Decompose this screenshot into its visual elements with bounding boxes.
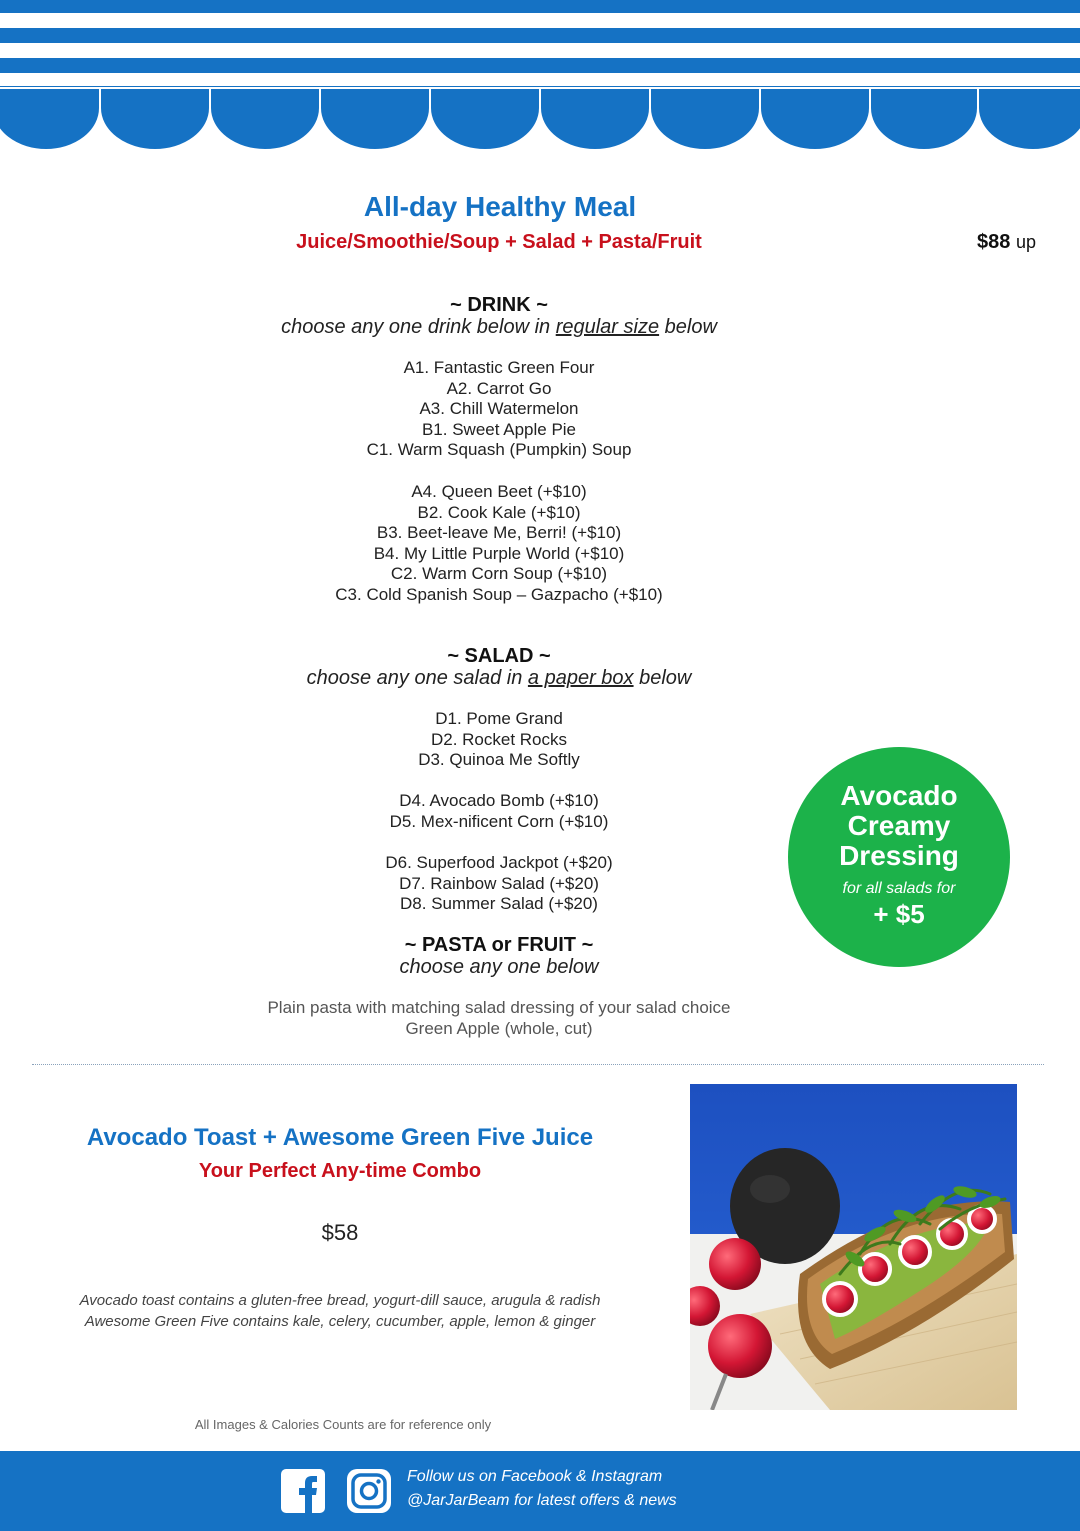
combo-price: $58 <box>321 1220 359 1245</box>
avocado-dressing-badge <box>788 747 1010 967</box>
list-item: B1. Sweet Apple Pie <box>421 419 577 439</box>
drink-note-suffix: below <box>659 316 717 338</box>
combo-title: Avocado Toast + Awesome Green Five Juice <box>86 1124 594 1151</box>
combo-desc-line: Avocado toast contains a gluten-free bread, yogurt-dill sauce, arugula & radish <box>79 1292 601 1309</box>
salad-note-prefix: choose any one salad in <box>306 667 528 689</box>
badge-title-line: Avocado <box>840 780 958 811</box>
salad-heading: ~ SALAD ~ <box>447 645 551 667</box>
list-item: A4. Queen Beet (+$10) <box>411 482 587 501</box>
disclaimer: All Images & Calories Counts are for reference only <box>194 1417 492 1432</box>
list-item: C1. Warm Squash (Pumpkin) Soup <box>366 440 632 460</box>
meal-price-value: $88 <box>977 231 1011 253</box>
badge-title-line: Creamy <box>847 810 951 841</box>
drink-note <box>0 316 998 339</box>
list-item: B4. My Little Purple World (+$10) <box>373 543 625 563</box>
follow-line: @JarJarBeam for latest offers & news <box>407 1492 677 1509</box>
pasta-note: choose any one below <box>399 956 599 978</box>
meal-price <box>977 231 1036 254</box>
list-item: B2. Cook Kale (+$10) <box>417 502 581 522</box>
footer-bar <box>0 1451 1080 1531</box>
list-item: Plain pasta with matching salad dressing of your salad choice <box>267 998 731 1017</box>
list-item: D6. Superfood Jackpot (+$20) <box>385 853 613 872</box>
pasta-heading: ~ PASTA or FRUIT ~ <box>404 934 594 956</box>
badge-title-line: Dressing <box>839 840 959 871</box>
badge-price: + $5 <box>873 899 925 929</box>
list-item: D8. Summer Salad (+$20) <box>400 894 598 914</box>
drink-heading: ~ DRINK ~ <box>450 294 548 316</box>
list-item: C2. Warm Corn Soup (+$10) <box>390 564 608 584</box>
facebook-icon[interactable] <box>279 1467 327 1515</box>
salad-note-suffix: below <box>633 667 692 689</box>
list-item: A3. Chill Watermelon <box>419 399 579 419</box>
follow-line: Follow us on Facebook & Instagram <box>407 1468 663 1485</box>
drink-section <box>0 294 998 339</box>
list-item: D3. Quinoa Me Softly <box>418 750 580 770</box>
instagram-icon[interactable] <box>345 1467 393 1515</box>
salad-note <box>0 667 998 690</box>
list-item: C3. Cold Spanish Soup – Gazpacho (+$10) <box>335 584 663 604</box>
list-item: D4. Avocado Bomb (+$10) <box>399 791 599 810</box>
dotted-divider <box>32 1064 1044 1065</box>
combo-description <box>0 1290 680 1332</box>
awning-header <box>0 0 1080 155</box>
combo-subtitle: Your Perfect Any-time Combo <box>198 1160 482 1182</box>
combo-desc-line: Awesome Green Five contains kale, celery, cucumber, apple, lemon & ginger <box>84 1313 596 1330</box>
badge-title <box>788 781 1010 871</box>
list-item: D1. Pome Grand <box>435 709 563 728</box>
list-item: D2. Rocket Rocks <box>430 729 568 749</box>
drink-note-underlined: regular size <box>555 316 660 338</box>
meal-subtitle: Juice/Smoothie/Soup + Salad + Pasta/Fruit <box>296 231 702 253</box>
list-item: Green Apple (whole, cut) <box>405 1018 593 1038</box>
drink-note-prefix: choose any one drink below in <box>281 316 556 338</box>
avocado-toast-photo <box>690 1084 1017 1410</box>
list-item: A1. Fantastic Green Four <box>403 358 595 377</box>
badge-note: for all salads for <box>842 880 956 897</box>
drink-list-regular <box>0 358 998 461</box>
salad-section <box>0 645 998 690</box>
salad-note-underlined: a paper box <box>527 667 634 689</box>
meal-title: All-day Healthy Meal <box>363 191 637 222</box>
follow-text <box>407 1465 677 1513</box>
meal-price-suffix: up <box>1015 232 1036 252</box>
list-item: B3. Beet-leave Me, Berri! (+$10) <box>376 523 622 543</box>
list-item: D7. Rainbow Salad (+$20) <box>399 873 599 893</box>
drink-list-premium <box>0 482 998 606</box>
pasta-list <box>0 998 998 1039</box>
list-item: D5. Mex-nificent Corn (+$10) <box>389 811 609 831</box>
list-item: A2. Carrot Go <box>446 378 552 398</box>
